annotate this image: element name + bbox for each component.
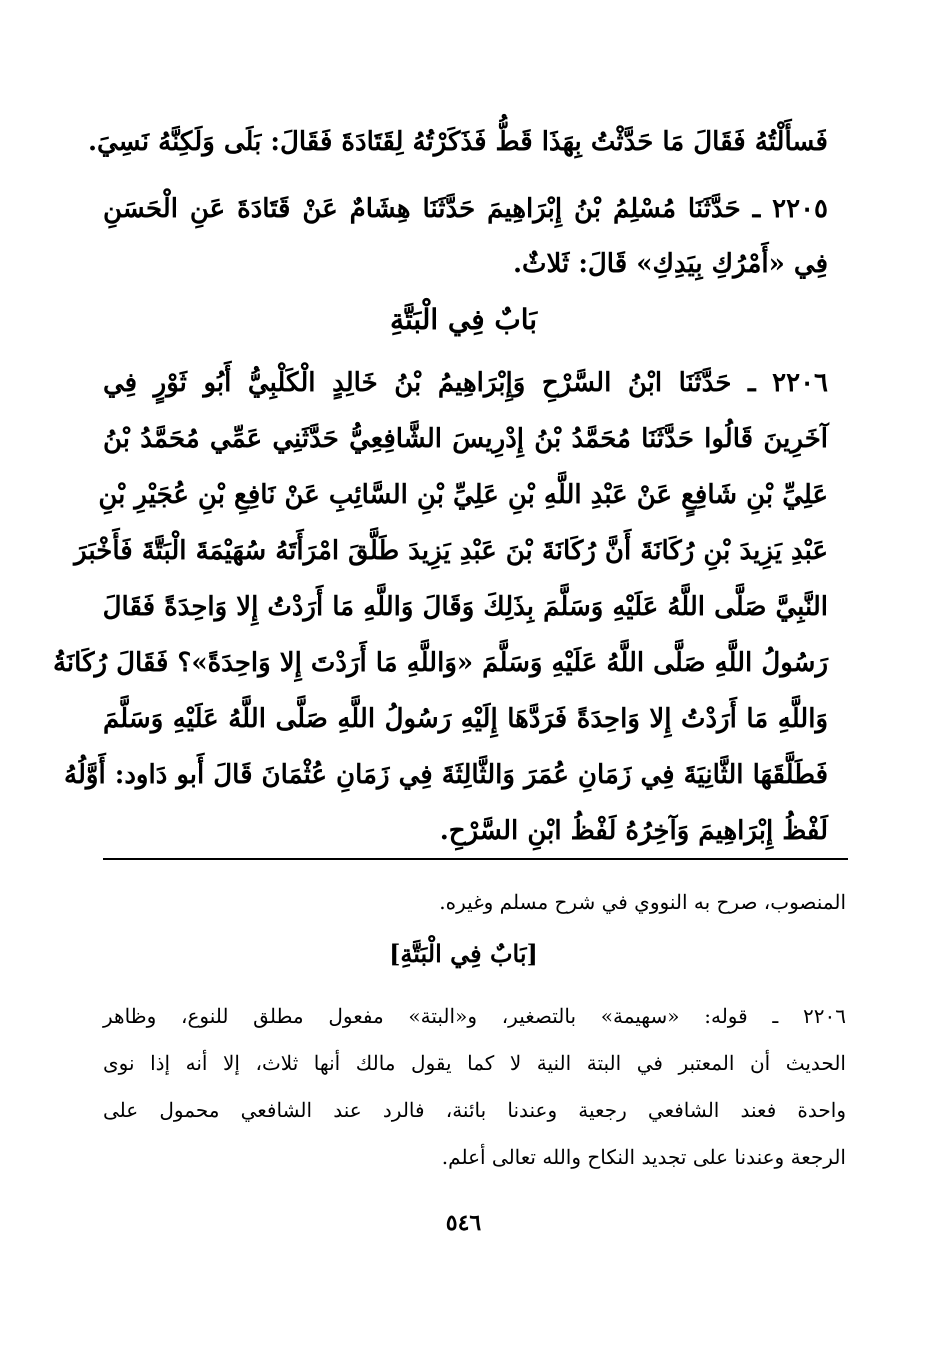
hadith-2205-line: ٢٢٠٥ ـ حَدَّثَنَا مُسْلِمُ بْنُ إِبْرَاهِيمَ حَدَّثَنَا هِشَامٌ عَنْ قَتَادَةَ عَنِ الْحَسَنِ — [103, 194, 828, 224]
footnote-line: المنصوب، صرح به النووي في شرح مسلم وغيره. — [439, 890, 846, 914]
chapter-heading: بَابٌ فِي الْبَتَّةِ — [389, 303, 538, 336]
page-number: ٥٤٦ — [445, 1210, 482, 1236]
footnote-line: الرجعة وعندنا على تجديد النكاح والله تعالى أعلم. — [441, 1145, 846, 1169]
text-line-continuation: فَسأَلْتُهُ فَقَالَ مَا حَدَّثْتُ بِهَذَا قَطُّ فَذَكَرْتُهُ لِقَتَادَةَ فَقَالَ: بَلَى وَلَكِنَّهُ نَسِيَ. — [87, 127, 828, 157]
hadith-2206-line: النَّبِيَّ صَلَّى اللَّهُ عَلَيْهِ وَسَلَّمَ بِذَلِكَ وَقَالَ وَاللَّهِ مَا أَرَدْتُ إِلا وَاحِدَةً فَقَالَ — [102, 592, 828, 622]
hadith-2206-line: عَبْدِ يَزِيدَ بْنِ رُكَانَةَ أَنَّ رُكَانَةَ بْنَ عَبْدِ يَزِيدَ طَلَّقَ امْرَأَتَهُ سُهَيْمَةَ الْبَتَّةَ فَأَخْبَرَ — [74, 536, 828, 566]
footnote-divider — [103, 858, 848, 860]
footnote-line: واحدة فعند الشافعي رجعية وعندنا بائنة، فالرد عند الشافعي محمول على — [103, 1098, 846, 1122]
footnote-chapter-heading: [بَابٌ فِي الْبَتَّةِ] — [389, 939, 538, 968]
hadith-2206-line: آخَرِينَ قَالُوا حَدَّثَنَا مُحَمَّدُ بْنُ إِدْرِيسَ الشَّافِعِيُّ حَدَّثَنِي عَمِّي مُحَمَّدُ بْنُ — [103, 424, 828, 454]
hadith-2205-line: فِي «أَمْرُكِ بِيَدِكِ» قَالَ: ثَلاثٌ. — [512, 249, 828, 279]
footnote-line: ٢٢٠٦ ـ قوله: «سهيمة» بالتصغير، و«البتة» مفعول مطلق للنوع، وظاهر — [103, 1004, 846, 1028]
hadith-2206-line: لَفْظُ إِبْرَاهِيمَ وَآخِرُهُ لَفْظُ ابْنِ السَّرْحِ. — [439, 816, 828, 846]
hadith-2206-line: عَلِيِّ بْنِ شَافِعٍ عَنْ عَبْدِ اللَّهِ بْنِ عَلِيِّ بْنِ السَّائِبِ عَنْ نَافِعِ بْنِ عُجَيْرِ بْنِ — [98, 480, 828, 510]
hadith-2206-line: فَطَلَّقَهَا الثَّانِيَةَ فِي زَمَانِ عُمَرَ وَالثَّالِثَةَ فِي زَمَانِ عُثْمَانَ قَالَ أَبو دَاود: أَوَّلُهُ — [64, 760, 828, 790]
hadith-2206-line: وَاللَّهِ مَا أَرَدْتُ إِلا وَاحِدَةً فَرَدَّهَا إِلَيْهِ رَسُولُ اللَّهِ صَلَّى اللَّهُ عَلَيْهِ وَسَلَّمَ — [103, 704, 828, 734]
hadith-2206-line: ٢٢٠٦ ـ حَدَّثَنَا ابْنُ السَّرْحِ وَإِبْرَاهِيمُ بْنُ خَالِدٍ الْكَلْبِيُّ أَبُو ثَوْرٍ فِي — [103, 368, 828, 398]
hadith-2206-line: رَسُولُ اللَّهِ صَلَّى اللَّهُ عَلَيْهِ وَسَلَّمَ «وَاللَّهِ مَا أَرَدْتَ إِلا وَاحِدَةً»؟ فَقَالَ رُكَانَةُ — [52, 648, 828, 678]
footnote-line: الحديث أن المعتبر في البتة النية لا كما يقول مالك أنها ثلاث، إلا أنه إذا نوى — [103, 1051, 846, 1075]
